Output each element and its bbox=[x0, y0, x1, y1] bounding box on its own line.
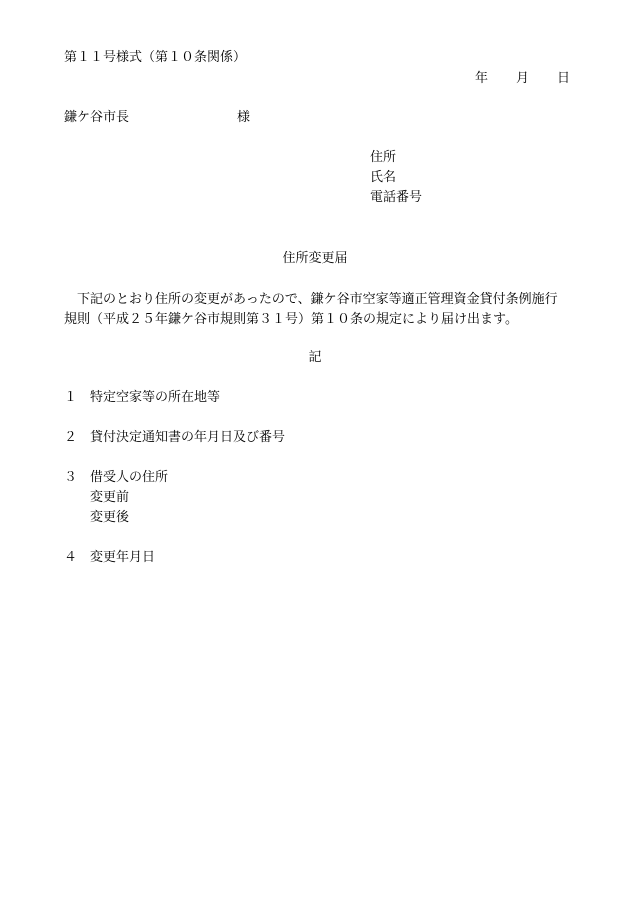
addressee bbox=[64, 110, 251, 126]
item-sub-before: 変更前 bbox=[90, 490, 130, 505]
list-item bbox=[64, 390, 220, 406]
body-line-1: 下記のとおり住所の変更があったので、鎌ケ谷市空家等適正管理資金貸付条例施行 bbox=[77, 292, 558, 307]
document-title: 住所変更届 bbox=[282, 251, 348, 266]
body-line-2: 規則（平成２５年鎌ケ谷市規則第３１号）第１０条の規定により届け出ます。 bbox=[64, 312, 518, 327]
item-number: ４ bbox=[64, 550, 78, 565]
date-month-label: 月 bbox=[516, 71, 530, 86]
applicant-phone-label: 電話番号 bbox=[370, 190, 423, 205]
date-day-label: 日 bbox=[557, 71, 571, 86]
date-year-label: 年 bbox=[475, 71, 489, 86]
date-line bbox=[475, 71, 570, 87]
form-number: 第１１号様式（第１０条関係） bbox=[64, 50, 247, 65]
applicant-block bbox=[370, 150, 422, 210]
addressee-honorific: 様 bbox=[237, 110, 251, 125]
addressee-name: 鎌ケ谷市長 bbox=[64, 110, 130, 125]
item-label: 変更年月日 bbox=[90, 550, 156, 565]
item-number: ２ bbox=[64, 430, 78, 445]
body-paragraph bbox=[64, 290, 579, 330]
item-number: ３ bbox=[64, 470, 78, 485]
item-label: 貸付決定通知書の年月日及び番号 bbox=[90, 430, 286, 445]
applicant-name-label: 氏名 bbox=[370, 170, 397, 185]
list-item bbox=[64, 470, 168, 530]
list-item bbox=[64, 550, 155, 566]
ki-heading: 記 bbox=[308, 350, 322, 365]
item-label: 借受人の住所 bbox=[90, 470, 169, 485]
item-label: 特定空家等の所在地等 bbox=[90, 390, 221, 405]
applicant-address-label: 住所 bbox=[370, 150, 397, 165]
list-item bbox=[64, 430, 285, 446]
item-number: １ bbox=[64, 390, 78, 405]
item-sub-after: 変更後 bbox=[90, 510, 130, 525]
